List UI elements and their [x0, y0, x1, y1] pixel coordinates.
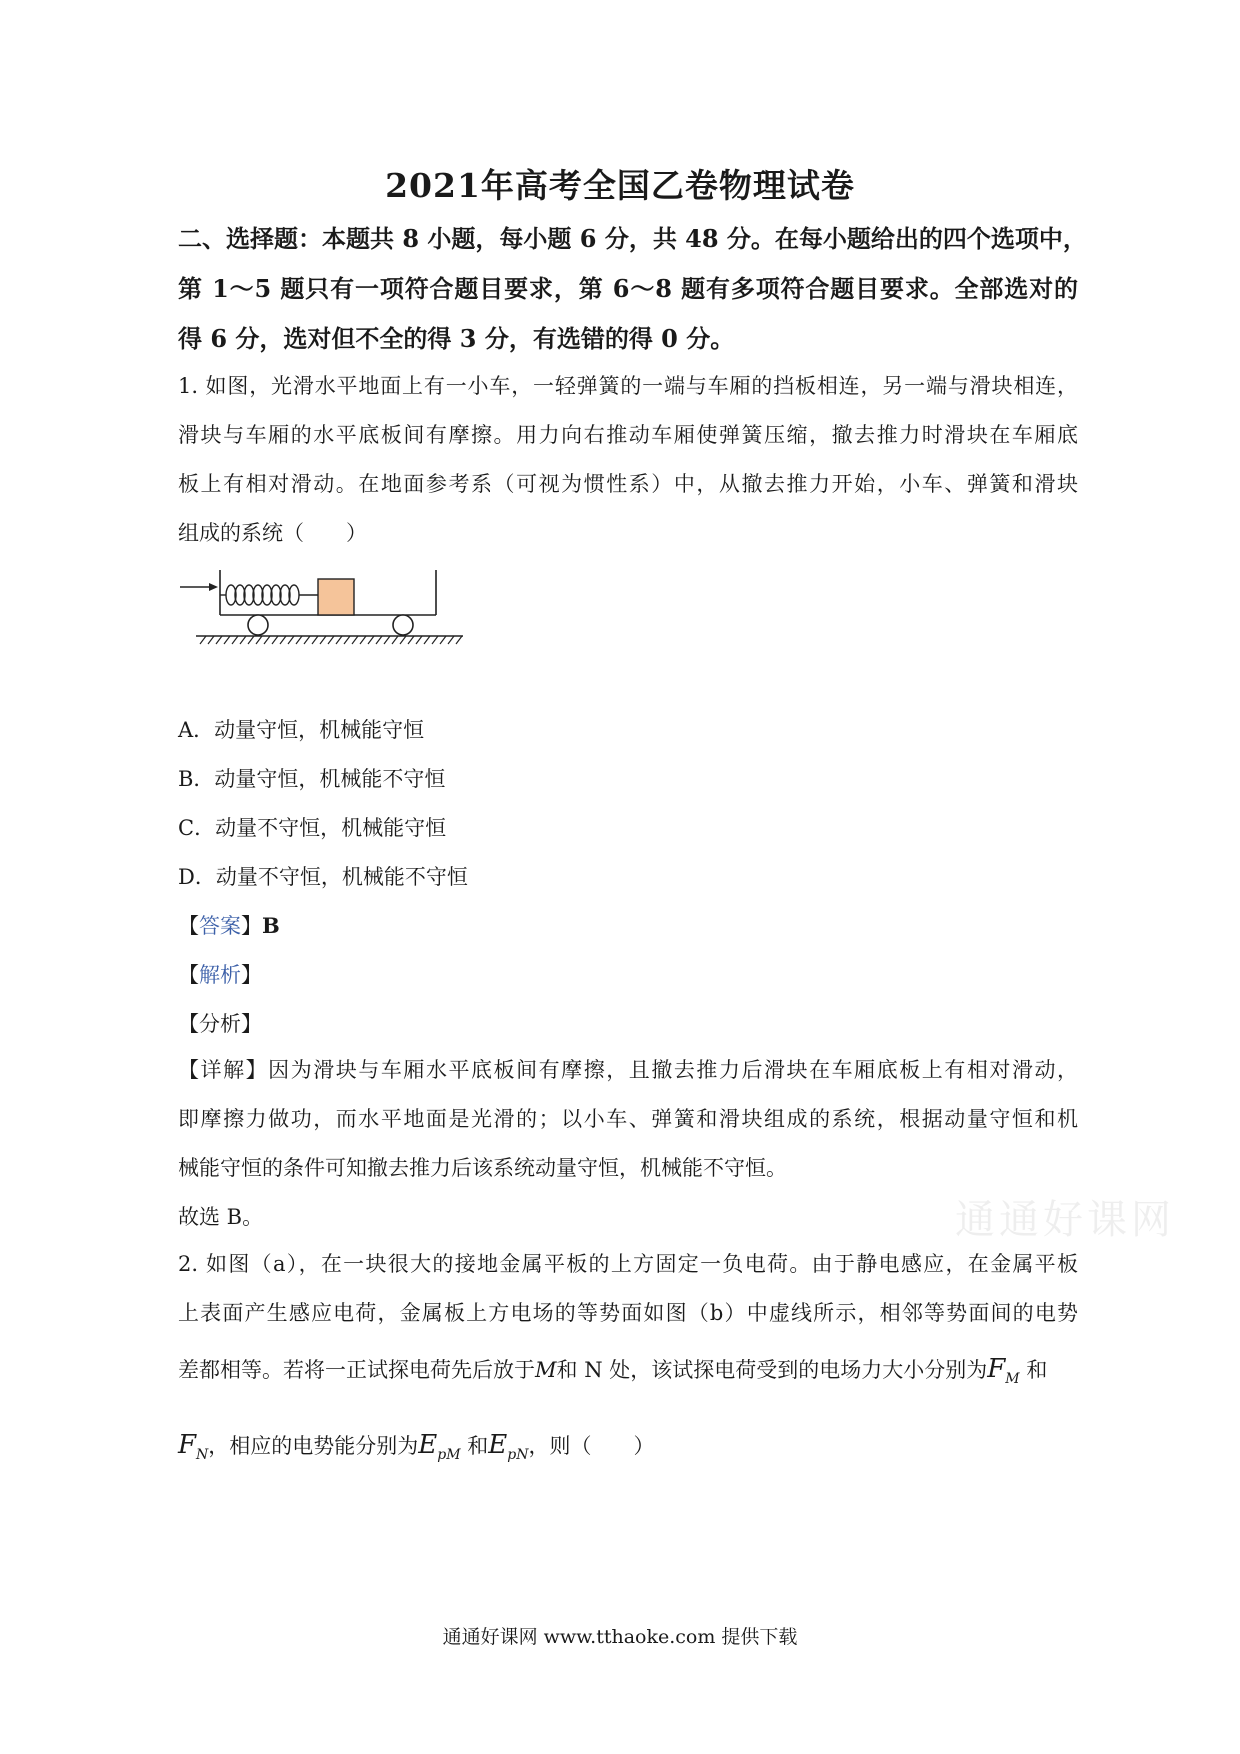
option-a: A．动量守恒，机械能守恒 — [178, 718, 425, 742]
hatch-mark — [368, 636, 374, 644]
hatch-mark — [240, 636, 246, 644]
watermark: 通通好课网 — [955, 1197, 1175, 1243]
hatch-mark — [224, 636, 230, 644]
hatch-mark — [384, 636, 390, 644]
hatch-mark — [440, 636, 446, 644]
hatch-mark — [328, 636, 334, 644]
analysis-row: 【解析】 — [178, 963, 262, 987]
var-m: M — [535, 1358, 557, 1382]
hatch-mark — [336, 636, 342, 644]
fenxi-tag: 分析 — [199, 1012, 241, 1036]
hatch-mark — [400, 636, 406, 644]
hatch-mark — [248, 636, 254, 644]
fenxi-row: 【分析】 — [178, 1012, 262, 1036]
section-line: 第 1～5 题只有一项符合题目要求，第 6～8 题有多项符合题目要求。全部选对的 — [178, 274, 1078, 303]
detail-block — [178, 1046, 1078, 1242]
hatch-mark — [208, 636, 214, 644]
hatch-mark — [376, 636, 382, 644]
section-line: 得 6 分，选对但不全的得 3 分，有选错的得 0 分。 — [178, 324, 735, 353]
detail-line: 【详解】因为滑块与车厢水平底板间有摩擦，且撤去推力后滑块在车厢底板上有相对滑动， — [178, 1058, 1079, 1082]
push-arrow-head — [209, 583, 218, 591]
hatch-mark — [448, 636, 454, 644]
hatch-mark — [344, 636, 350, 644]
page-title: 2021年高考全国乙卷物理试卷 — [385, 166, 855, 205]
wheel-left — [248, 615, 268, 635]
question-line: 差都相等。若将一正试探电荷先后放于M和 N 处，该试探电荷受到的电场力大小分别为$F_M$ 和 — [178, 1354, 1048, 1387]
detail-tag: 详解 — [200, 1058, 246, 1082]
hatch-mark — [264, 636, 270, 644]
hatch-mark — [392, 636, 398, 644]
detail-line: 械能守恒的条件可知撤去推力后该系统动量守恒，机械能不守恒。 — [178, 1156, 787, 1180]
section-instructions — [178, 214, 1087, 364]
question-1 — [178, 362, 1078, 558]
analysis-tag: 解析 — [199, 963, 241, 987]
question-line: 板上有相对滑动。在地面参考系（可视为惯性系）中，从撤去推力开始，小车、弹簧和滑块 — [178, 472, 1078, 496]
question-line: 2. 如图（a），在一块很大的接地金属平板的上方固定一负电荷。由于静电感应，在金属平板 — [178, 1252, 1078, 1276]
hatch-mark — [320, 636, 326, 644]
question-line: 上表面产生感应电荷，金属板上方电场的等势面如图（b）中虚线所示，相邻等势面间的电势 — [178, 1301, 1078, 1325]
question-2 — [178, 1240, 1078, 1484]
option-b: B．动量守恒，机械能不守恒 — [178, 767, 446, 791]
answer-value: B — [262, 913, 280, 938]
detail-line: 即摩擦力做功，而水平地面是光滑的；以小车、弹簧和滑块组成的系统，根据动量守恒和机 — [178, 1107, 1078, 1131]
var-e-pn: $E_{pN}$ — [488, 1430, 529, 1463]
hatch-mark — [312, 636, 318, 644]
hatch-mark — [352, 636, 358, 644]
spring — [220, 585, 318, 605]
cart-spring-figure — [178, 555, 478, 655]
section-line: 二、选择题：本题共 8 小题，每小题 6 分，共 48 分。在每小题给出的四个选项中， — [178, 224, 1087, 253]
hatch-mark — [216, 636, 222, 644]
hatch-mark — [272, 636, 278, 644]
var-f-n: $F_N$ — [178, 1430, 209, 1463]
answer-row: 【答案】B — [178, 913, 280, 938]
hatch-mark — [456, 636, 462, 644]
hatch-mark — [432, 636, 438, 644]
question-line: 滑块与车厢的水平底板间有摩擦。用力向右推动车厢使弹簧压缩，撤去推力时滑块在车厢底 — [178, 423, 1078, 447]
hatch-mark — [424, 636, 430, 644]
hatch-mark — [288, 636, 294, 644]
hatch-mark — [280, 636, 286, 644]
hatch-mark — [296, 636, 302, 644]
wheel-right — [393, 615, 413, 635]
answer-tag: 答案 — [199, 914, 241, 938]
option-d: D．动量不守恒，机械能不守恒 — [178, 865, 468, 889]
question-line: $F_N$，相应的电势能分别为$E_{pM}$ 和$E_{pN}$，则（ ） — [178, 1430, 655, 1463]
question-line: 组成的系统（ ） — [178, 521, 367, 545]
hatch-mark — [360, 636, 366, 644]
var-f-m: $F_M$ — [987, 1354, 1020, 1387]
ground-hatching — [200, 636, 462, 644]
slider-block — [318, 579, 354, 615]
detail-line: 故选 B。 — [178, 1205, 264, 1229]
option-c: C．动量不守恒，机械能守恒 — [178, 816, 447, 840]
var-e-pm: $E_{pM}$ — [418, 1430, 461, 1463]
hatch-mark — [200, 636, 206, 644]
hatch-mark — [416, 636, 422, 644]
hatch-mark — [408, 636, 414, 644]
hatch-mark — [256, 636, 262, 644]
hatch-mark — [304, 636, 310, 644]
question-line: 1. 如图，光滑水平地面上有一小车，一轻弹簧的一端与车厢的挡板相连，另一端与滑块相连， — [178, 374, 1078, 398]
page-footer: 通通好课网 www.tthaoke.com 提供下载 — [442, 1626, 798, 1648]
hatch-mark — [232, 636, 238, 644]
